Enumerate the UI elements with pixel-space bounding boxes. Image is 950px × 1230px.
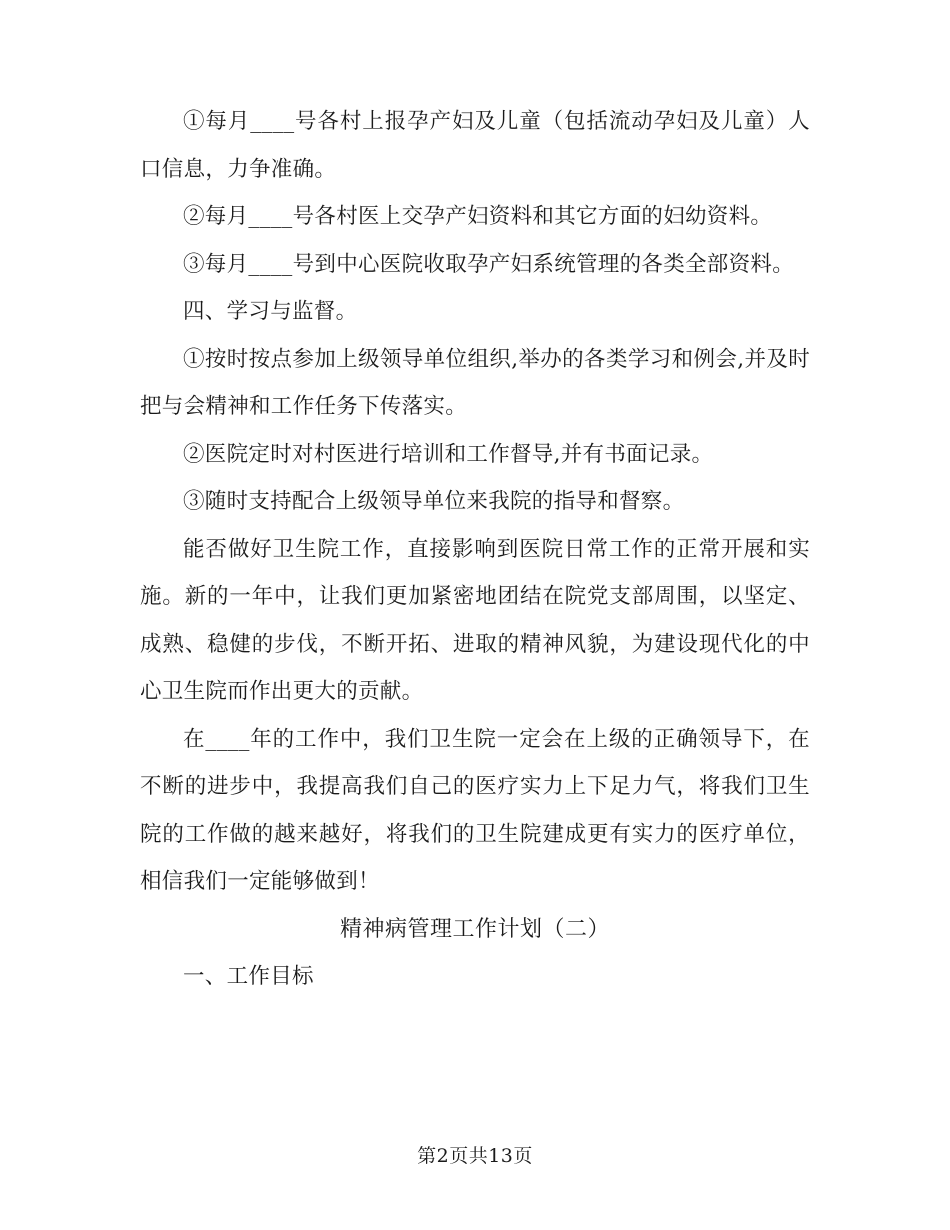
document-body — [140, 98, 810, 1001]
paragraph-submit-materials: ②每月____号各村医上交孕产妇资料和其它方面的妇幼资料。 — [183, 204, 773, 229]
paragraph-report-info: ①每月____号各村上报孕产妇及儿童（包括流动孕妇及儿童）人口信息，力争准确。 — [140, 109, 810, 182]
paragraph-attend-meetings: ①按时按点参加上级领导单位组织,举办的各类学习和例会,并及时把与会精神和工作任务下传落实。 — [140, 346, 810, 419]
section-heading-study-supervision: 四、学习与监督。 — [183, 299, 358, 324]
paragraph-training: ②医院定时对村医进行培训和工作督导,并有书面记录。 — [183, 441, 714, 467]
page-number-footer: 第2页共13页 — [417, 1145, 533, 1167]
paragraph-collect-materials: ③每月____号到中心医院收取孕产妇系统管理的各类全部资料。 — [183, 251, 795, 277]
section-title: 精神病管理工作计划（二） — [339, 916, 610, 942]
paragraph-outlook: 在____年的工作中，我们卫生院一定会在上级的正确领导下，在不断的进步中，我提高我们自己的医疗实力上下足力气，将我们卫生院的工作做的越来越好，将我们的卫生院建成更有实力的医疗单位，相信我们一定能够做到！ — [140, 726, 810, 894]
paragraph-support-inspection: ③随时支持配合上级领导单位来我院的指导和督察。 — [183, 489, 685, 514]
section-heading-work-goals: 一、工作目标 — [183, 964, 314, 989]
paragraph-conclusion: 能否做好卫生院工作，直接影响到医院日常工作的正常开展和实施。新的一年中，让我们更加紧密地团结在院党支部周围，以坚定、成熟、稳健的步伐，不断开拓、进取的精神风貌，为建设现代化的中心卫生院而作出更大的贡献。 — [140, 536, 810, 704]
